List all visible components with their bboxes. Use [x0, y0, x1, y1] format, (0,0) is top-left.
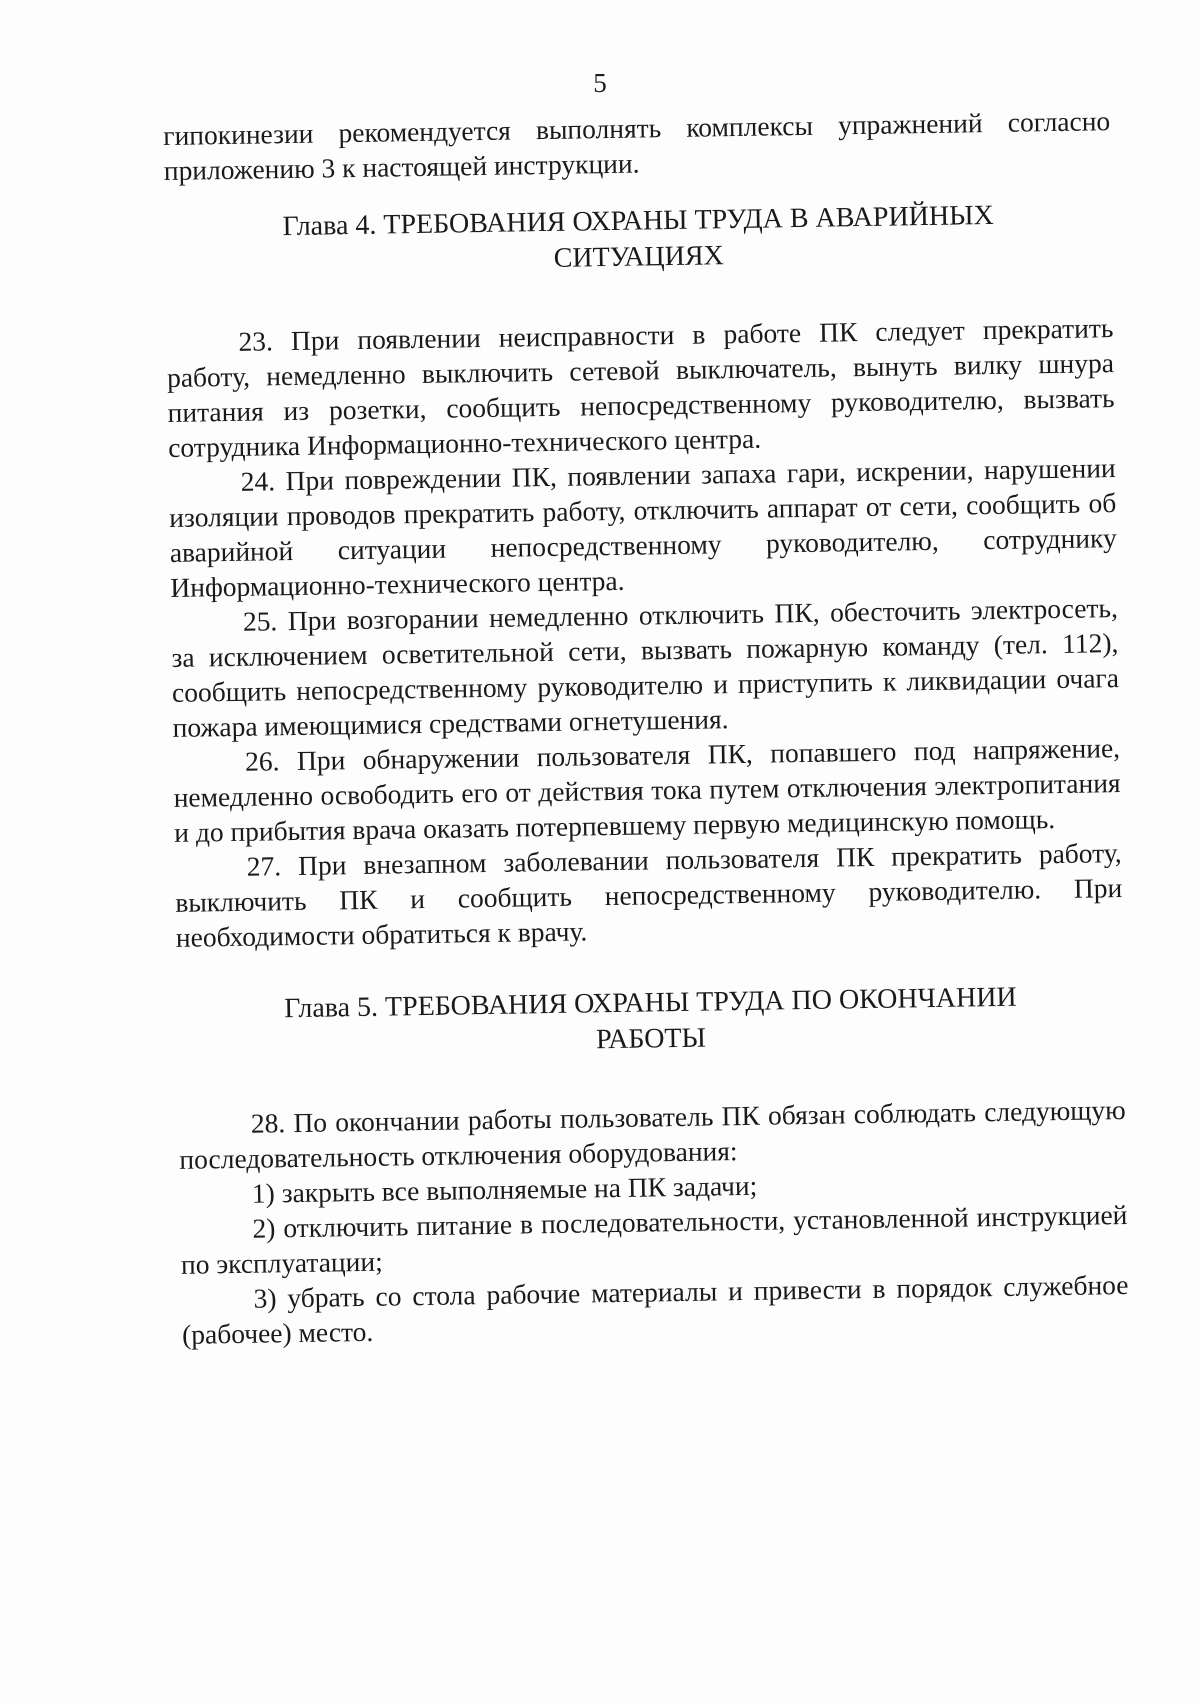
paragraph-24: 24. При повреждении ПК, появлении запаха гари, искрении, нарушении изоляции проводов прекратить работу, отключить аппарат от сети, сообщить об аварийной ситуации непосредственному руководителю, сотруднику Информационно-технического центра. [169, 452, 1117, 603]
chapter-5-title-line-1: Глава 5. ТРЕБОВАНИЯ ОХРАНЫ ТРУДА ПО ОКОНЧАНИИ [284, 981, 1017, 1025]
paragraph-26: 26. При обнаружении пользователя ПК, попавшего под напряжение, немедленно освободить его от действия тока путем отключения электропитания и до прибытия врача оказать потерпевшему первую медицинскую помощь. [173, 732, 1121, 848]
paragraph-25: 25. При возгорании немедленно отключить ПК, обесточить электросеть, за исключением осветительной сети, вызвать пожарную команду (тел. 112), сообщить непосредственному руководителю и приступить к ликвидации очага пожара имеющимися средствами огнетушения. [171, 592, 1120, 743]
list-item-3: 3) убрать со стола рабочие материалы и привести в порядок служебное (рабочее) место. [181, 1268, 1129, 1350]
list-item-1: 1) закрыть все выполняемые на ПК задачи; [251, 1169, 758, 1209]
chapter-4-title-line-2: СИТУАЦИЯХ [553, 240, 724, 274]
paragraph-27: 27. При внезапном заболевании пользователя ПК прекратить работу, выключить ПК и сообщить непосредственному руководителю. При необходимости обратиться к врачу. [175, 837, 1123, 953]
paragraph-23: 23. При появлении неисправности в работе ПК следует прекратить работу, немедленно выключить сетевой выключатель, вынуть вилку шнура питания из розетки, сообщить непосредственному руководителю, вызвать сотрудника Информационно-технического центра. [166, 312, 1115, 463]
chapter-5-title-line-2: РАБОТЫ [595, 1022, 707, 1056]
page-number: 5 [593, 68, 607, 98]
chapter-4-heading [164, 196, 1112, 283]
chapter-5-heading [177, 978, 1125, 1065]
list-item-2: 2) отключить питание в последовательности, установленной инструкцией по эксплуатации; [180, 1198, 1128, 1280]
document-body [163, 103, 1129, 1352]
chapter-4-title-line-1: Глава 4. ТРЕБОВАНИЯ ОХРАНЫ ТРУДА В АВАРИЙНЫХ [282, 199, 994, 243]
paragraph-28: 28. По окончании работы пользователь ПК обязан соблюдать следующую последовательность отключения оборудования: [179, 1094, 1126, 1175]
intro-paragraph: гипокинезии рекомендуется выполнять комплексы упражнений согласно приложению 3 к настоящей инструкции. [163, 105, 1111, 186]
